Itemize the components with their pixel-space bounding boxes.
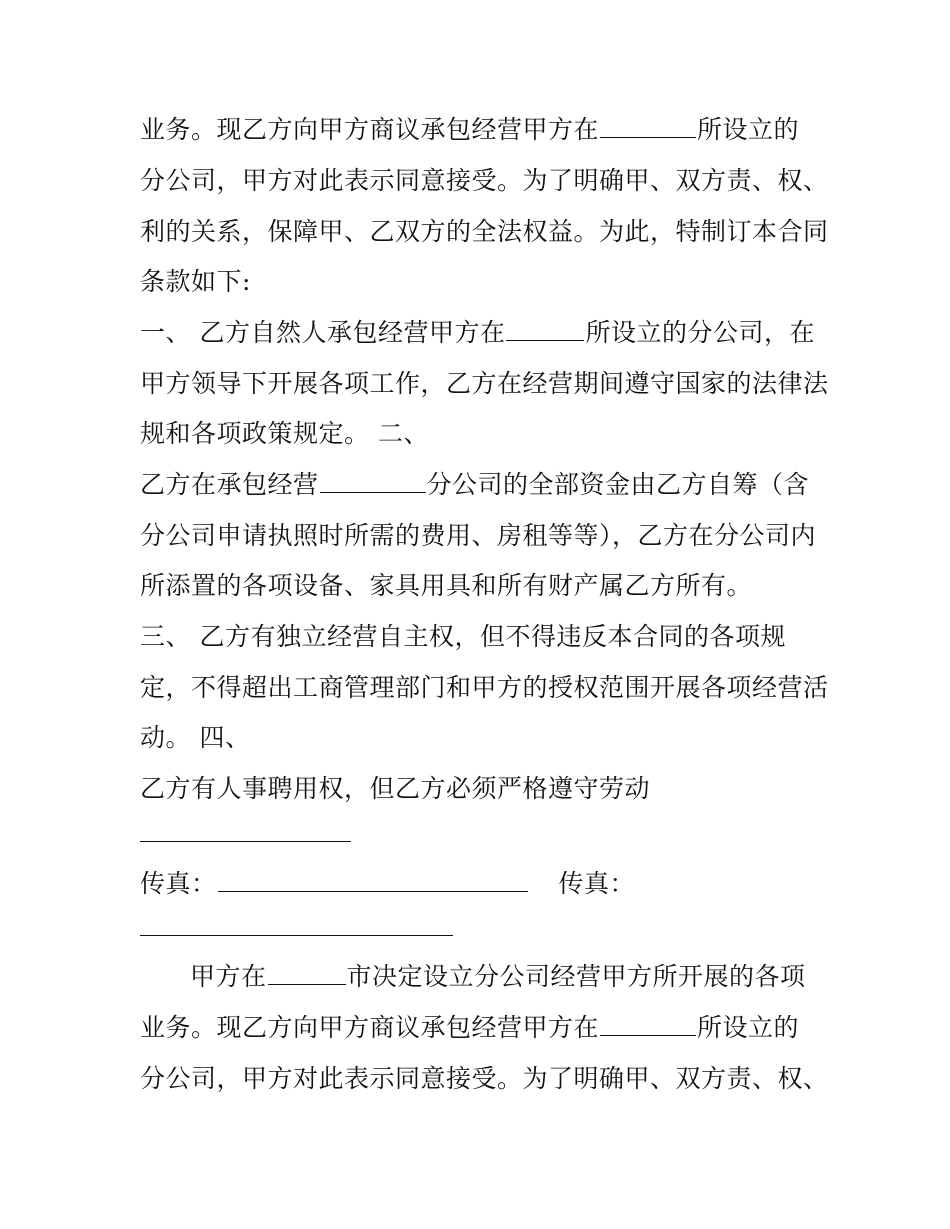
- paragraph-line: 甲方领导下开展各项工作，乙方在经营期间遵守国家的法律法: [140, 369, 829, 398]
- paragraph-line: 动。 四、: [140, 723, 251, 752]
- clause-two-line: [140, 470, 809, 500]
- fax-row: [140, 869, 635, 899]
- paragraph-first-line: [190, 962, 806, 992]
- fax-label: 传真：: [140, 869, 217, 898]
- line-text: 业务。现乙方向甲方商议承包经营甲方在: [140, 1013, 600, 1042]
- paragraph-line: [140, 1013, 799, 1043]
- paragraph-line: 定，不得超出工商管理部门和甲方的授权范围开展各项经营活: [140, 673, 829, 702]
- fax-blank-field: [218, 869, 528, 892]
- paragraph-line: [140, 115, 799, 145]
- blank-field: [320, 470, 426, 493]
- paragraph-line: 分公司，甲方对此表示同意接受。为了明确甲、双方责、权、: [140, 1064, 829, 1093]
- paragraph-line: 规和各项政策规定。 二、: [140, 419, 429, 448]
- clause-three-line: 三、 乙方有独立经营自主权，但不得违反本合同的各项规: [140, 622, 786, 651]
- line-text: 分公司的全部资金由乙方自筹（含: [426, 470, 810, 499]
- line-text: 所设立的: [697, 115, 800, 144]
- paragraph-line: 分公司申请执照时所需的费用、房租等等），乙方在分公司内: [140, 521, 817, 550]
- line-text: 市决定设立分公司经营甲方所开展的各项: [346, 962, 806, 991]
- blank-field: [506, 318, 584, 341]
- fax-blank-line: [140, 935, 453, 936]
- paragraph-line: 条款如下:: [140, 267, 251, 296]
- blank-field: [600, 1013, 696, 1036]
- clause-four-line: 乙方有人事聘用权，但乙方必须严格遵守劳动: [140, 774, 651, 803]
- paragraph-line: 所添置的各项设备、家具用具和所有财产属乙方所有。: [140, 571, 753, 600]
- fax-label: 传真：: [558, 869, 636, 898]
- blank-field: [268, 962, 346, 985]
- line-text: 甲方在: [190, 962, 267, 991]
- line-text: 一、 乙方自然人承包经营甲方在: [140, 318, 506, 347]
- line-text: 业务。现乙方向甲方商议承包经营甲方在: [140, 115, 600, 144]
- line-text: 所设立的: [697, 1013, 800, 1042]
- blank-field: [600, 115, 696, 138]
- clause-one-line: [140, 318, 815, 348]
- line-text: 所设立的分公司，在: [585, 318, 815, 347]
- line-text: 乙方在承包经营: [140, 470, 319, 499]
- paragraph-line: 分公司，甲方对此表示同意接受。为了明确甲、双方责、权、: [140, 166, 829, 195]
- signature-blank-line: [140, 841, 351, 842]
- paragraph-line: 利的关系，保障甲、乙双方的全法权益。为此，特制订本合同: [140, 217, 829, 246]
